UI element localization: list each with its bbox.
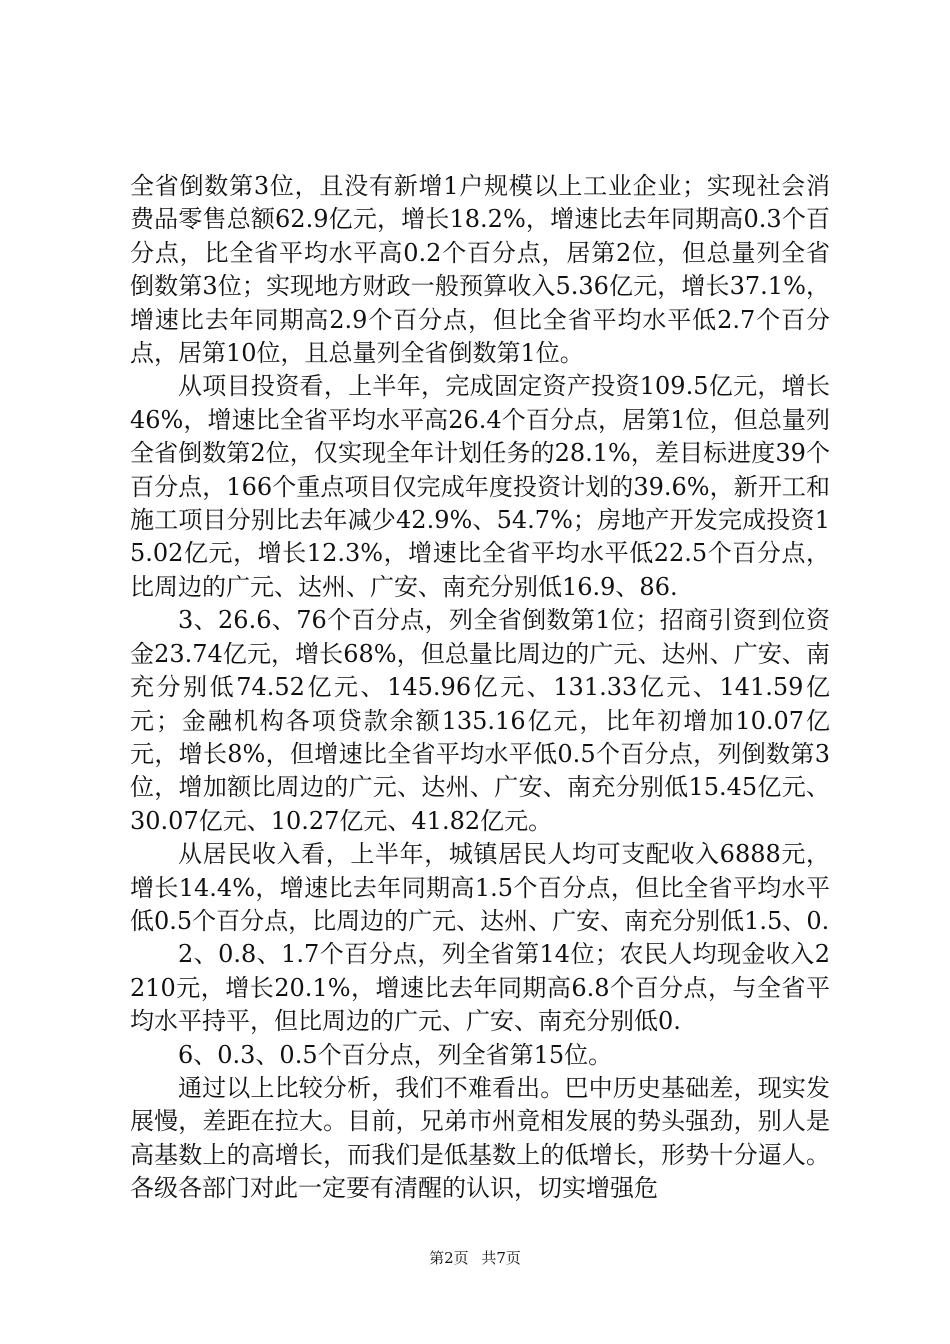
paragraph: 通过以上比较分析，我们不难看出。巴中历史基础差，现实发展慢，差距在拉大。目前，兄弟市州竟相发展的势头强劲，别人是高基数上的高增长，而我们是低基数上的低增长，形势十分逼人。各级各部门对此一定要有清醒的认识，切实增强危 <box>130 1073 830 1203</box>
paragraph: 6、0.3、0.5个百分点，列全省第15位。 <box>178 1040 613 1069</box>
paragraph: 从项目投资看，上半年，完成固定资产投资109.5亿元，增长46%，增速比全省平均水平高26.4个百分点，居第1位，但总量列全省倒数第2位，仅实现全年计划任务的28.1%，差目标进度39个百分点，166个重点项目仅完成年度投资计划的39.6%，新开工和施工项目分别比去年减少42.9%、54.7%；房地产开发完成投资15.02亿元，增长12.3%，增速比全省平均水平低22.5个百分点，比周边的广元、达州、广安、南充分别低16.9、86. <box>130 372 830 601</box>
paragraph: 2、0.8、1.7个百分点，列全省第14位；农民人均现金收入2210元，增长20.1%，增速比去年同期高6.8个百分点，与全省平均水平持平，但比周边的广元、广安、南充分别低0. <box>130 940 830 1036</box>
page-footer <box>0 1248 950 1268</box>
document-body <box>130 170 830 1206</box>
paragraph: 从居民收入看，上半年，城镇居民人均可支配收入6888元，增长14.4%，增速比去年同期高1.5个百分点，但比全省平均水平低0.5个百分点，比周边的广元、达州、广安、南充分别低1.5、0. <box>130 840 830 935</box>
paragraph: 3、26.6、76个百分点，列全省倒数第1位；招商引资到位资金23.74亿元，增长68%，但总量比周边的广元、达州、广安、南充分别低74.52亿元、145.96亿元、131.33亿元、141.59亿元；金融机构各项贷款余额135.16亿元，比年初增加10.07亿元，增长8%，但增速比全省平均水平低0.5个百分点，列倒数第3位，增加额比周边的广元、达州、广安、南充分别低15.45亿元、30.07亿元、10.27亿元、41.82亿元。 <box>130 606 830 835</box>
page-number: 第2页 <box>429 1249 469 1267</box>
paragraph: 全省倒数第3位，且没有新增1户规模以上工业企业；实现社会消费品零售总额62.9亿元，增长18.2%，增速比去年同期高0.3个百分点，比全省平均水平高0.2个百分点，居第2位，但总量列全省倒数第3位；实现地方财政一般预算收入5.36亿元，增长37.1%，增速比去年同期高2.9个百分点，但比全省平均水平低2.7个百分点，居第10位，且总量列全省倒数第1位。 <box>130 172 830 368</box>
page-total: 共7页 <box>481 1249 521 1267</box>
